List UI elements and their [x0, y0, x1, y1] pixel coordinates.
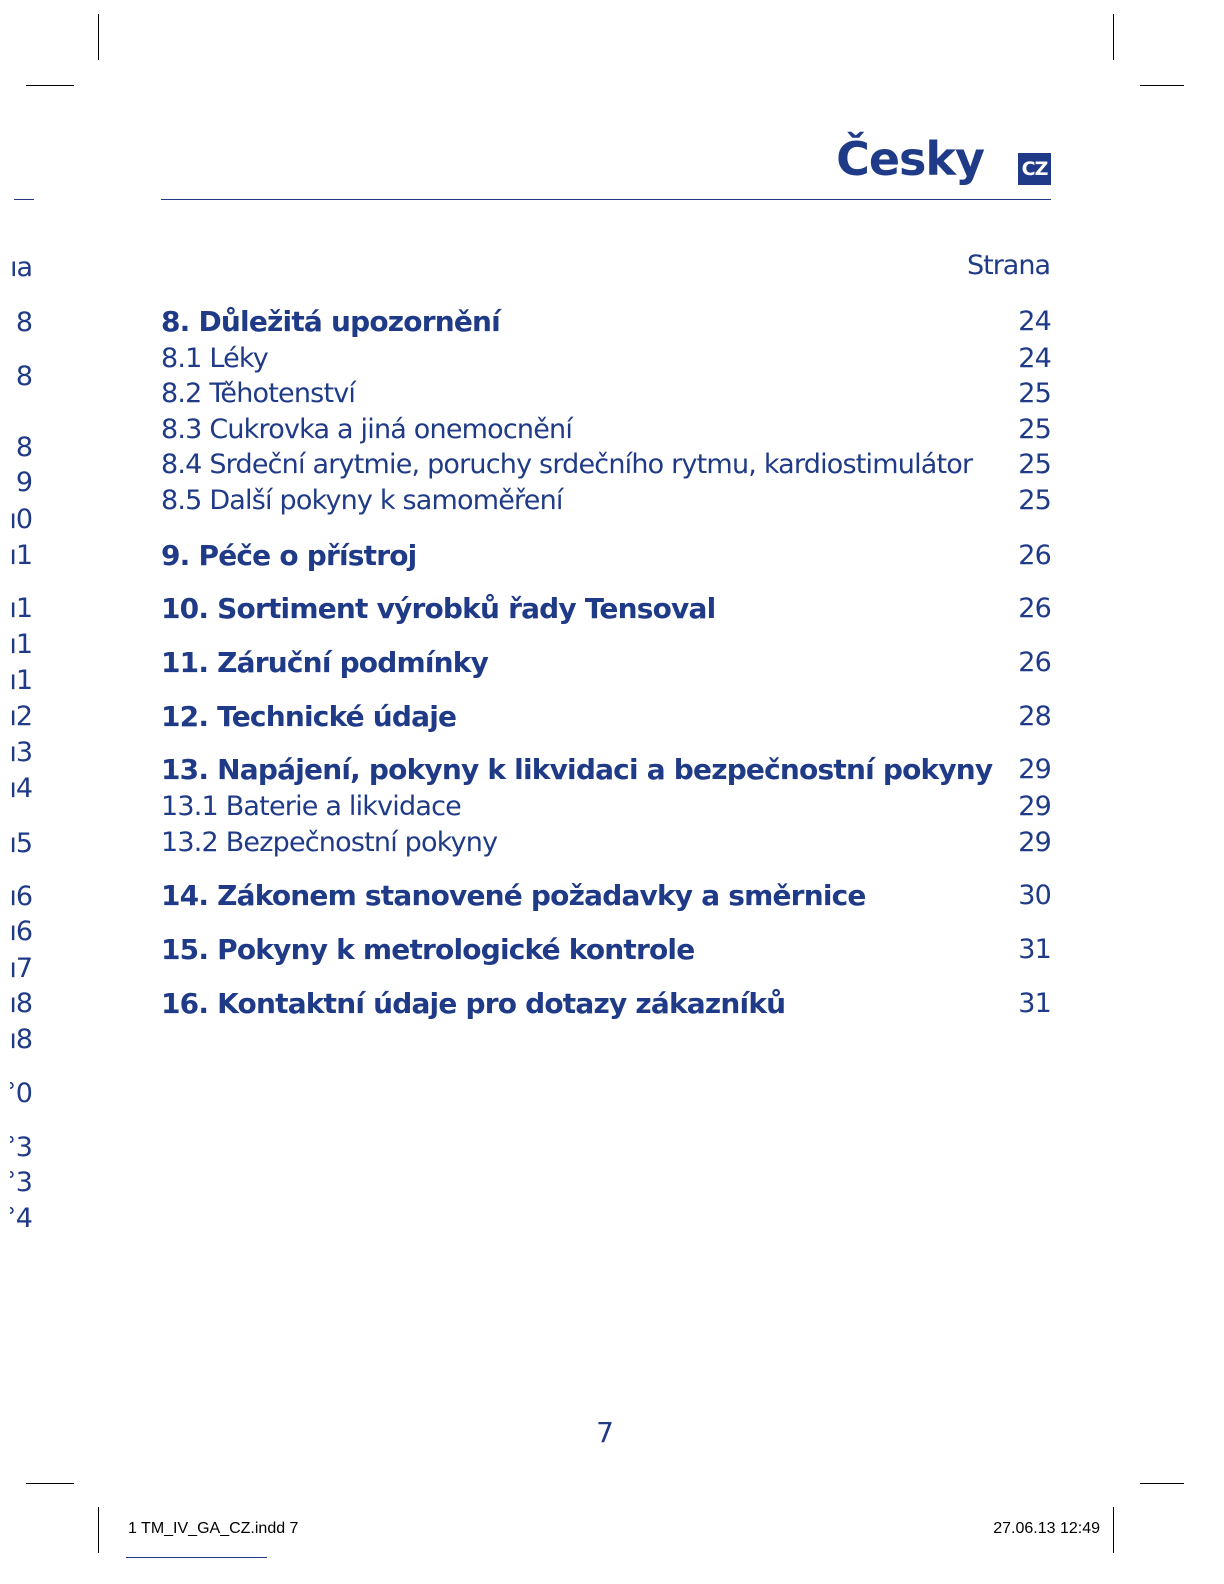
toc-entry[interactable] [161, 539, 1051, 572]
toc-entry-label: 8.3 Cukrovka a jiná onemocnění [161, 414, 573, 445]
toc-subentry[interactable] [161, 793, 1051, 820]
crop-mark [1113, 1507, 1114, 1553]
page-column-header: Strana [966, 250, 1050, 281]
toc-subentry[interactable] [161, 451, 1051, 478]
toc-entry-page: 29 [1018, 754, 1051, 785]
toc-entry-label: 15. Pokyny k metrologické kontrole [161, 933, 695, 966]
toc-entry-label: 9. Péče o přístroj [161, 539, 417, 572]
fragment-number: ı0 [9, 504, 32, 535]
toc-subentry[interactable] [161, 829, 1051, 856]
crop-mark [1113, 14, 1114, 60]
toc-entry[interactable] [161, 305, 1051, 338]
fragment-number: ı7 [9, 953, 32, 984]
fragment-number: 8 [15, 307, 32, 338]
toc-subentry[interactable] [161, 345, 1051, 372]
toc-entry-page: 25 [1018, 449, 1051, 480]
fragment-number: ʾ4 [8, 1203, 32, 1234]
toc-entry-page: 28 [1018, 701, 1051, 732]
toc-entry-label: 8.5 Další pokyny k samoměření [161, 485, 563, 516]
fragment-number: ı2 [9, 701, 32, 732]
toc-entry-page: 25 [1018, 485, 1051, 516]
crop-mark [26, 85, 74, 86]
toc-entry-page: 24 [1018, 306, 1051, 337]
fragment-number: ı1 [9, 629, 32, 660]
fragment-number: ı1 [9, 540, 32, 571]
header-divider [161, 199, 1051, 200]
crop-mark [98, 14, 99, 60]
toc-entry-label: 14. Zákonem stanovené požadavky a směrnice [161, 879, 866, 912]
toc-entry[interactable] [161, 646, 1051, 679]
toc-entry[interactable] [161, 753, 1051, 786]
crop-mark [26, 1483, 74, 1484]
fragment-number: ʾ3 [8, 1132, 32, 1163]
fragment-number: ı6 [9, 881, 32, 912]
crop-mark [98, 1507, 99, 1553]
toc-entry-page: 25 [1018, 378, 1051, 409]
toc-entry-page: 31 [1018, 988, 1051, 1019]
fragment-number: ı5 [9, 828, 32, 859]
toc-entry-label: 16. Kontaktní údaje pro dotazy zákazníků [161, 987, 786, 1020]
slug-underline [126, 1557, 267, 1558]
toc-entry-page: 25 [1018, 414, 1051, 445]
page-number: 7 [596, 1416, 614, 1449]
left-rule-fragment [14, 199, 34, 200]
toc-entry-page: 29 [1018, 827, 1051, 858]
crop-mark [1140, 1483, 1184, 1484]
page-title: Česky [836, 132, 984, 186]
toc-entry[interactable] [161, 987, 1051, 1020]
slug-timestamp: 27.06.13 12:49 [993, 1520, 1100, 1537]
fragment-number: ı6 [9, 916, 32, 947]
toc-entry-label: 13.1 Baterie a likvidace [161, 791, 461, 822]
toc-entry-label: 8.4 Srdeční arytmie, poruchy srdečního rytmu, kardiostimulátor [161, 449, 973, 480]
toc-entry[interactable] [161, 592, 1051, 625]
slug-filename: 1 TM_IV_GA_CZ.indd 7 [128, 1520, 299, 1537]
fragment-number: 8 [15, 432, 32, 463]
toc-subentry[interactable] [161, 380, 1051, 407]
fragment-number: ı8 [9, 988, 32, 1019]
toc-entry[interactable] [161, 879, 1051, 912]
toc-entry-label: 8.2 Těhotenství [161, 378, 356, 409]
toc-entry-label: 8.1 Léky [161, 343, 268, 374]
fragment-number: ı4 [9, 773, 32, 804]
toc-entry-label: 12. Technické údaje [161, 700, 457, 733]
toc-entry-label: 13.2 Bezpečnostní pokyny [161, 827, 498, 858]
fragment-number: ʾ3 [8, 1167, 32, 1198]
toc-entry-page: 24 [1018, 343, 1051, 374]
fragment-number: ʾ0 [8, 1078, 32, 1109]
toc-entry-page: 26 [1018, 647, 1051, 678]
fragment-number: ı1 [9, 593, 32, 624]
toc-subentry[interactable] [161, 416, 1051, 443]
toc-entry[interactable] [161, 933, 1051, 966]
toc-entry-page: 26 [1018, 593, 1051, 624]
fragment-number: 8 [15, 361, 32, 392]
toc-entry-page: 31 [1018, 934, 1051, 965]
toc-entry-page: 29 [1018, 791, 1051, 822]
toc-entry-label: 8. Důležitá upozornění [161, 305, 500, 338]
toc-subentry[interactable] [161, 487, 1051, 514]
language-badge: CZ [1018, 153, 1051, 185]
toc-entry[interactable] [161, 700, 1051, 733]
fragment-number: ı1 [9, 665, 32, 696]
fragment-number: ı3 [9, 737, 32, 768]
toc-entry-page: 26 [1018, 540, 1051, 571]
fragment-number: ı8 [9, 1024, 32, 1055]
fragment-number: 9 [15, 467, 32, 498]
fragment-header: ıa [9, 252, 32, 283]
toc-entry-page: 30 [1018, 880, 1051, 911]
crop-mark [1140, 85, 1184, 86]
toc-entry-label: 13. Napájení, pokyny k likvidaci a bezpečnostní pokyny [161, 753, 993, 786]
toc-entry-label: 10. Sortiment výrobků řady Tensoval [161, 592, 716, 625]
toc-entry-label: 11. Záruční podmínky [161, 646, 489, 679]
